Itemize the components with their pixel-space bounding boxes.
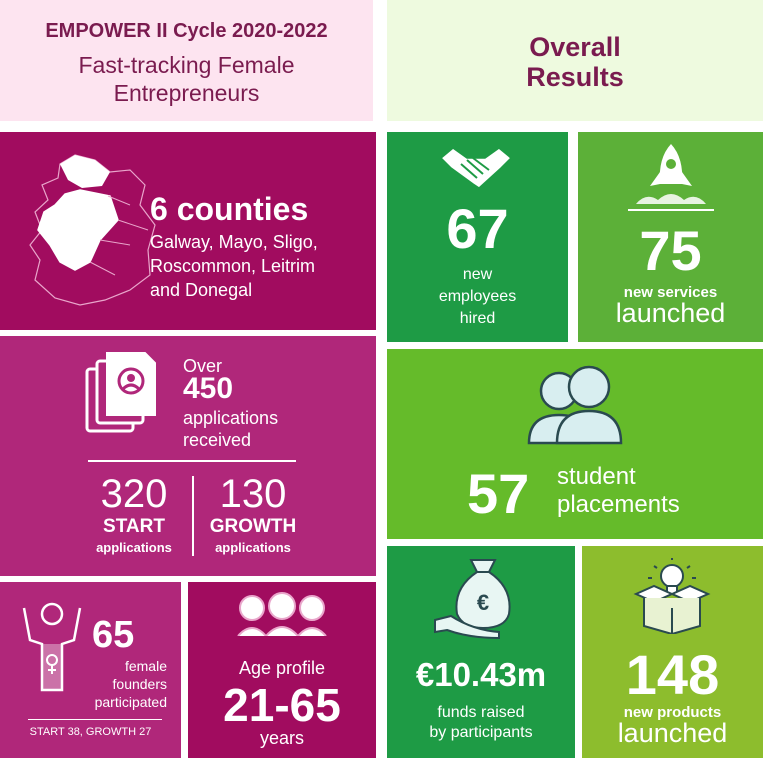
counties-list-line3: and Donegal xyxy=(150,280,253,300)
products-value: 148 xyxy=(625,643,720,706)
employees-line2: employees xyxy=(438,288,517,305)
founders-value: 65 xyxy=(92,614,135,656)
founders-line2: founders xyxy=(112,676,167,692)
founders-line1: female xyxy=(124,658,167,674)
employees-line1: new xyxy=(462,266,493,283)
counties-list-line1: Galway, Mayo, Sligo, xyxy=(150,232,318,252)
growth-value: 130 xyxy=(219,472,287,516)
services-tile xyxy=(578,132,763,342)
age-label: Age profile xyxy=(238,658,326,678)
svg-text:€: € xyxy=(476,590,490,615)
subtitle-line2: Entrepreneurs xyxy=(113,80,260,106)
services-value: 75 xyxy=(639,219,702,282)
age-unit: years xyxy=(259,728,304,748)
ireland-map-icon xyxy=(20,150,160,310)
age-tile xyxy=(188,582,376,758)
handshake-icon xyxy=(439,144,513,192)
cycle-title: EMPOWER II Cycle 2020-2022 xyxy=(45,20,328,42)
start-label: START xyxy=(103,516,165,537)
applications-total: 450 xyxy=(183,372,234,405)
students-value: 57 xyxy=(467,462,530,525)
founders-line3: participated xyxy=(94,694,167,710)
students-tile xyxy=(387,349,763,539)
female-founder-icon xyxy=(20,600,84,700)
money-bag-icon xyxy=(433,556,525,640)
services-line1: new services xyxy=(623,284,718,301)
founders-breakdown: START 38, GROWTH 27 xyxy=(29,726,152,738)
founders-divider xyxy=(28,719,162,720)
students-icon xyxy=(525,363,625,445)
start-value: 320 xyxy=(100,472,168,516)
students-line2: placements xyxy=(557,491,680,518)
people-group-icon xyxy=(234,590,330,636)
applications-divider-h xyxy=(88,460,296,462)
counties-tile xyxy=(0,132,376,330)
results-title-line2: Results xyxy=(526,62,624,92)
header-results-panel xyxy=(387,0,763,121)
funds-line1: funds raised xyxy=(437,704,525,721)
growth-label: GROWTH xyxy=(209,516,297,537)
funds-tile xyxy=(387,546,575,758)
funds-line2: by participants xyxy=(429,724,533,741)
age-range: 21-65 xyxy=(223,679,341,731)
growth-sub: applications xyxy=(215,540,291,555)
applications-label-line1: applications xyxy=(183,408,279,428)
applications-tile xyxy=(0,336,376,576)
funds-value: €10.43m xyxy=(415,656,547,693)
employees-tile xyxy=(387,132,568,342)
results-title-line1: Overall xyxy=(529,32,621,62)
counties-list-line2: Roscommon, Leitrim xyxy=(150,256,316,276)
documents-icon xyxy=(83,351,163,441)
students-line1: student xyxy=(557,463,636,490)
lightbulb-box-icon xyxy=(632,556,712,634)
start-sub: applications xyxy=(96,540,172,555)
products-tile xyxy=(582,546,763,758)
applications-label-line2: received xyxy=(183,430,252,450)
applications-divider-v xyxy=(192,476,194,556)
header-cycle-panel xyxy=(0,0,373,121)
services-line2: launched xyxy=(615,298,726,328)
founders-tile xyxy=(0,582,181,758)
counties-value: 6 counties xyxy=(150,191,309,227)
employees-line3: hired xyxy=(459,310,496,327)
rocket-icon xyxy=(626,142,716,212)
employees-value: 67 xyxy=(446,197,509,260)
applications-prefix: Over xyxy=(183,356,223,376)
subtitle-line1: Fast-tracking Female xyxy=(78,52,295,78)
products-line1: new products xyxy=(623,704,722,721)
products-line2: launched xyxy=(617,718,728,748)
